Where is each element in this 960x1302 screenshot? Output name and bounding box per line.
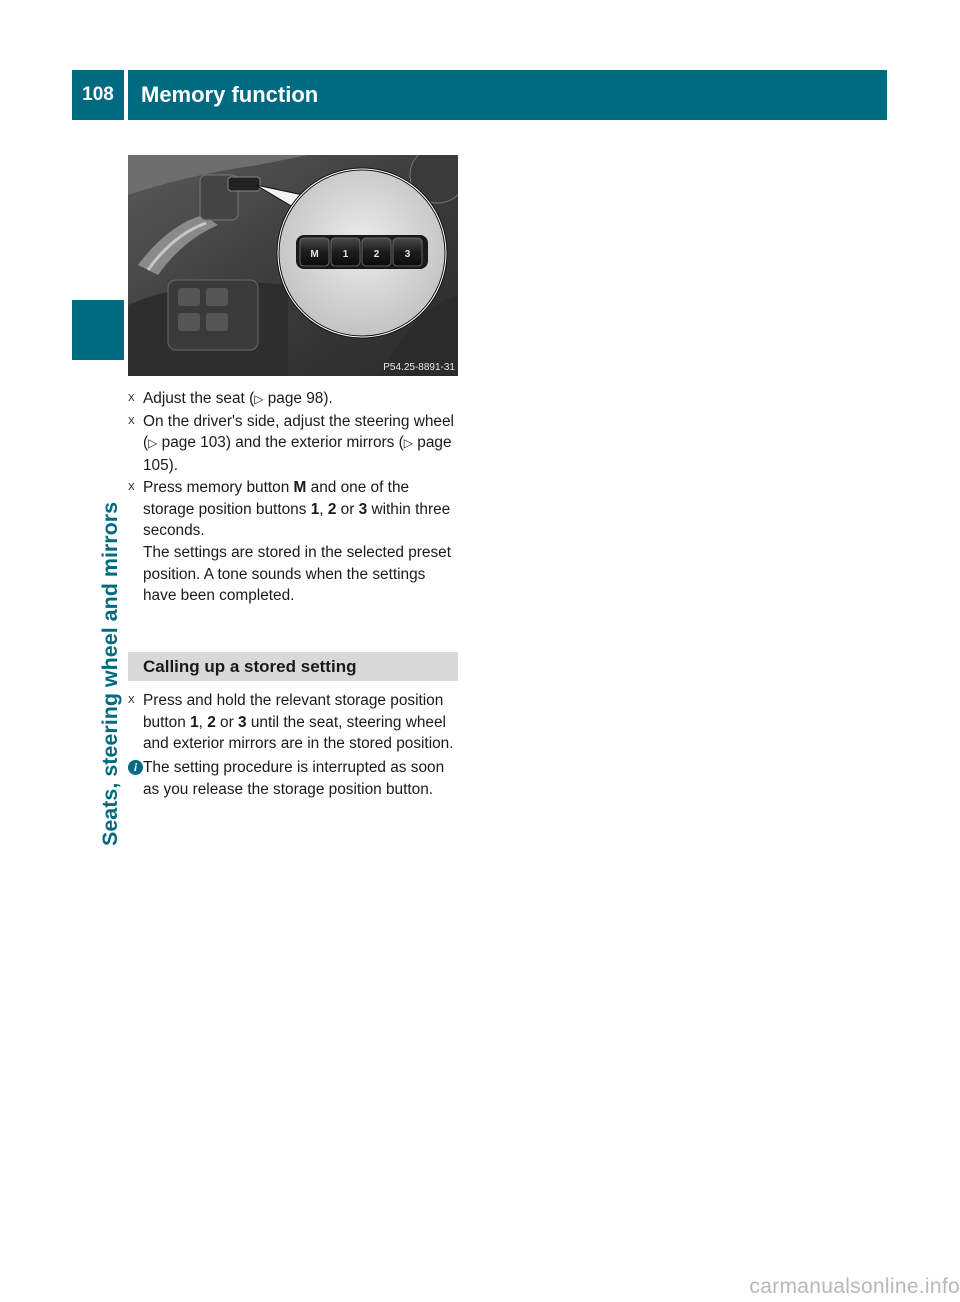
step-adjust-seat: X Adjust the seat (▷ page 98). (128, 388, 460, 411)
step-press-memory: X Press memory button M and one of the storage position buttons 1, 2 or 3 within three seconds. The settings are stored in the selected preset position. A tone sounds when the settings have been completed. (128, 478, 451, 605)
step-arrow-icon: X (128, 415, 135, 427)
section-body (128, 690, 460, 816)
step-arrow-icon: X (128, 481, 135, 493)
step-adjust-steering-mirrors: X On the driver's side, adjust the steering wheel (▷ page 103) and the exterior mirrors (▷ page 105). (128, 412, 454, 475)
figure-code: P54.25-8891-31 (383, 362, 455, 373)
info-note: i The setting procedure is interrupted as soon as you release the storage position button. (128, 757, 460, 800)
side-tab-marker (72, 300, 124, 360)
figure-button-2: 2 (373, 249, 380, 260)
page-title: Memory function (128, 70, 887, 120)
page-ref-icon: ▷ (148, 436, 158, 451)
page-ref-icon: ▷ (254, 392, 264, 406)
step-result: The settings are stored in the selected preset position. A tone sounds when the settings have been completed. (143, 543, 451, 605)
info-icon: i (128, 760, 143, 775)
page-ref-icon: ▷ (403, 436, 413, 451)
memory-buttons-figure (128, 155, 458, 376)
page-number: 108 (72, 70, 124, 120)
section-heading: Calling up a stored setting (128, 652, 458, 681)
side-tab-label: Seats, steering wheel and mirrors (98, 501, 122, 846)
figure-button-1: 1 (342, 249, 349, 260)
step-arrow-icon: X (128, 695, 135, 706)
figure-button-m: M (310, 249, 319, 260)
watermark: carmanualsonline.info (749, 1275, 960, 1298)
door-panel-illustration (128, 155, 458, 376)
step-press-hold: X Press and hold the relevant storage position button 1, 2 or 3 until the seat, steering wheel and exterior mirrors are in the stored position. (128, 692, 454, 753)
step-arrow-icon: X (128, 393, 135, 404)
steps-block (128, 388, 460, 607)
figure-button-3: 3 (404, 249, 411, 260)
